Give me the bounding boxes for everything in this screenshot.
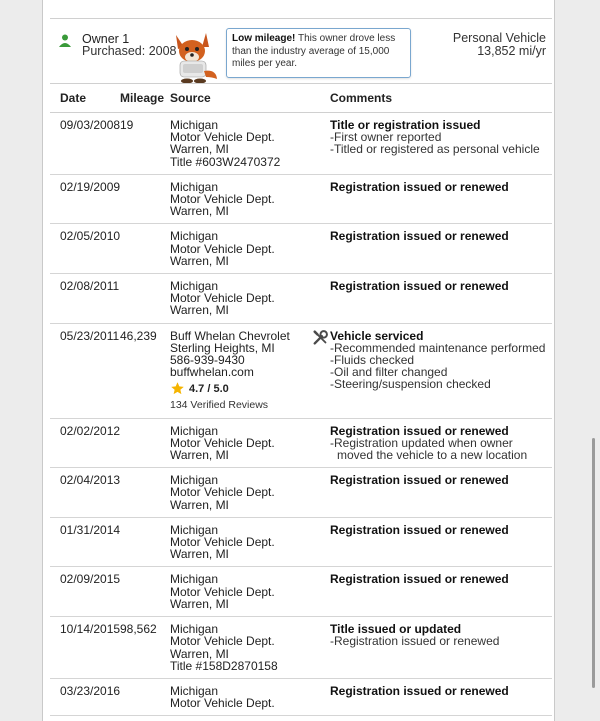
comment-title: Title or registration issued [330,118,481,132]
record-date: 10/14/2015 [50,617,110,679]
table-row [50,113,552,175]
comment-detail: -Registration updated when owner moved the vehicle to a new location [330,435,528,463]
source-line: Sterling Heights, MI [170,340,275,355]
person-icon [57,33,73,49]
owner-label: Owner 1 [82,32,130,46]
comment-detail: -Steering/suspension checked [330,377,491,392]
record-icon-cell [312,678,330,715]
record-icon-cell [312,567,330,617]
source-line: Michigan [170,522,219,537]
record-comments [330,517,552,567]
source-line: Michigan [170,572,219,587]
vehicle-type: Personal Vehicle [452,31,546,45]
callout-title: Low mileage! [232,33,296,44]
comment-detail: -First owner reported [330,130,442,145]
record-comments [330,274,552,324]
low-mileage-callout [226,28,411,78]
record-date: 05/23/2011 [50,323,110,418]
source-line: Motor Vehicle Dept. [170,130,275,145]
comment-title: Registration issued or renewed [330,683,509,698]
record-icon-cell [312,224,330,274]
column-header-source: Source [160,84,312,113]
table-row [50,224,552,274]
record-comments [330,617,552,679]
review-count[interactable]: 134 Verified Reviews [170,399,269,412]
star-icon [170,381,185,396]
source-line: Warren, MI [170,204,229,219]
source-line: Michigan [170,622,219,637]
source-line: 586-939-9430 [170,353,245,368]
source-line: Michigan [170,423,219,438]
table-row [50,468,552,518]
record-mileage: 46,239 [110,323,160,418]
record-date: 02/05/2010 [50,224,110,274]
column-header-icon [312,84,330,113]
comment-title: Registration issued or renewed [330,229,509,244]
owner-purchased: Purchased: 2008 [82,44,177,58]
record-date: 03/23/2016 [50,678,110,715]
comment-title: Registration issued or renewed [330,279,509,294]
comment-detail: -Recommended maintenance performed [330,340,546,355]
record-icon-cell [312,418,330,468]
record-icon-cell [312,617,330,679]
source-line: Motor Vehicle Dept. [170,291,275,306]
source-line: Warren, MI [170,497,229,512]
comment-title: Vehicle serviced [330,328,424,343]
owner-history-section [50,0,552,721]
source-line: Warren, MI [170,142,229,157]
record-date: 02/04/2013 [50,468,110,518]
record-date: 09/03/2008 [50,113,110,175]
table-row [50,567,552,617]
column-header-mileage: Mileage [110,84,160,113]
dealer-rating [170,381,312,396]
comment-detail: -Fluids checked [330,353,415,368]
source-line: Motor Vehicle Dept. [170,634,275,649]
source-line[interactable]: buffwhelan.com [170,365,254,380]
source-line: Michigan [170,683,219,698]
record-icon-cell [312,468,330,518]
comment-detail: -Oil and filter changed [330,365,448,380]
callout-text: This owner drove less than the industry average of 15,000 miles per year. [232,33,396,69]
comment-title: Registration issued or renewed [330,423,509,438]
source-line: Motor Vehicle Dept. [170,241,275,256]
comment-title: Registration issued or renewed [330,522,509,537]
table-row [50,517,552,567]
comment-title: Registration issued or renewed [330,473,509,488]
record-source [160,678,312,715]
record-source [160,418,312,468]
record-date: 02/09/2015 [50,567,110,617]
record-comments [330,174,552,224]
source-line: Michigan [170,279,219,294]
record-comments [330,468,552,518]
table-row [50,617,552,679]
record-icon-cell [312,113,330,175]
table-header-row [50,84,552,113]
record-source [160,517,312,567]
source-line: Motor Vehicle Dept. [170,584,275,599]
carfox-mascot-icon [168,29,220,85]
record-icon-cell [312,323,330,418]
record-icon-cell [312,174,330,224]
source-line: Warren, MI [170,547,229,562]
comment-detail: -Titled or registered as personal vehicle [330,142,540,157]
source-line: Motor Vehicle Dept. [170,535,275,550]
record-comments [330,418,552,468]
record-comments [330,323,552,418]
record-source [160,224,312,274]
owner-header [50,18,552,85]
rating-value: 4.7 / 5.0 [189,382,229,395]
record-source [160,274,312,324]
record-comments [330,224,552,274]
table-row [50,678,552,715]
record-date: 02/08/2011 [50,274,110,324]
column-header-comments: Comments [330,84,552,113]
table-row [50,274,552,324]
source-line: Motor Vehicle Dept. [170,485,275,500]
record-mileage: 98,562 [110,617,160,679]
source-line: Michigan [170,473,219,488]
mileage-per-year: 13,852 mi/yr [477,44,546,58]
history-table-body [50,113,552,716]
source-line: Warren, MI [170,253,229,268]
source-line: Warren, MI [170,303,229,318]
scrollbar[interactable] [592,438,595,688]
record-source [160,617,312,679]
record-mileage: 19 [110,113,160,175]
record-comments [330,567,552,617]
source-line: Michigan [170,118,219,132]
source-line: Motor Vehicle Dept. [170,435,275,450]
comment-title: Registration issued or renewed [330,179,509,194]
source-line: Motor Vehicle Dept. [170,696,275,711]
source-line: Title #158D2870158 [170,658,278,673]
record-source [160,113,312,175]
record-source [160,323,312,418]
history-table [50,83,552,716]
column-header-date: Date [50,84,110,113]
record-source [160,468,312,518]
source-line: Motor Vehicle Dept. [170,192,275,207]
record-date: 01/31/2014 [50,517,110,567]
table-row [50,174,552,224]
record-source [160,567,312,617]
comment-detail: -Registration issued or renewed [330,634,500,649]
comment-title: Title issued or updated [330,622,462,637]
record-comments [330,678,552,715]
source-line: Warren, MI [170,448,229,463]
record-date: 02/19/2009 [50,174,110,224]
record-source [160,174,312,224]
table-row [50,323,552,418]
source-line: Michigan [170,229,219,244]
source-line: Warren, MI [170,596,229,611]
comment-title: Registration issued or renewed [330,572,509,587]
source-line: Warren, MI [170,646,229,661]
wrench-screwdriver-icon [312,329,330,347]
source-line: Buff Whelan Chevrolet [170,328,290,343]
record-date: 02/02/2012 [50,418,110,468]
table-row [50,418,552,468]
source-line: Michigan [170,179,219,194]
record-icon-cell [312,274,330,324]
record-comments [330,113,552,175]
source-line: Title #603W2470372 [170,154,281,169]
record-icon-cell [312,517,330,567]
